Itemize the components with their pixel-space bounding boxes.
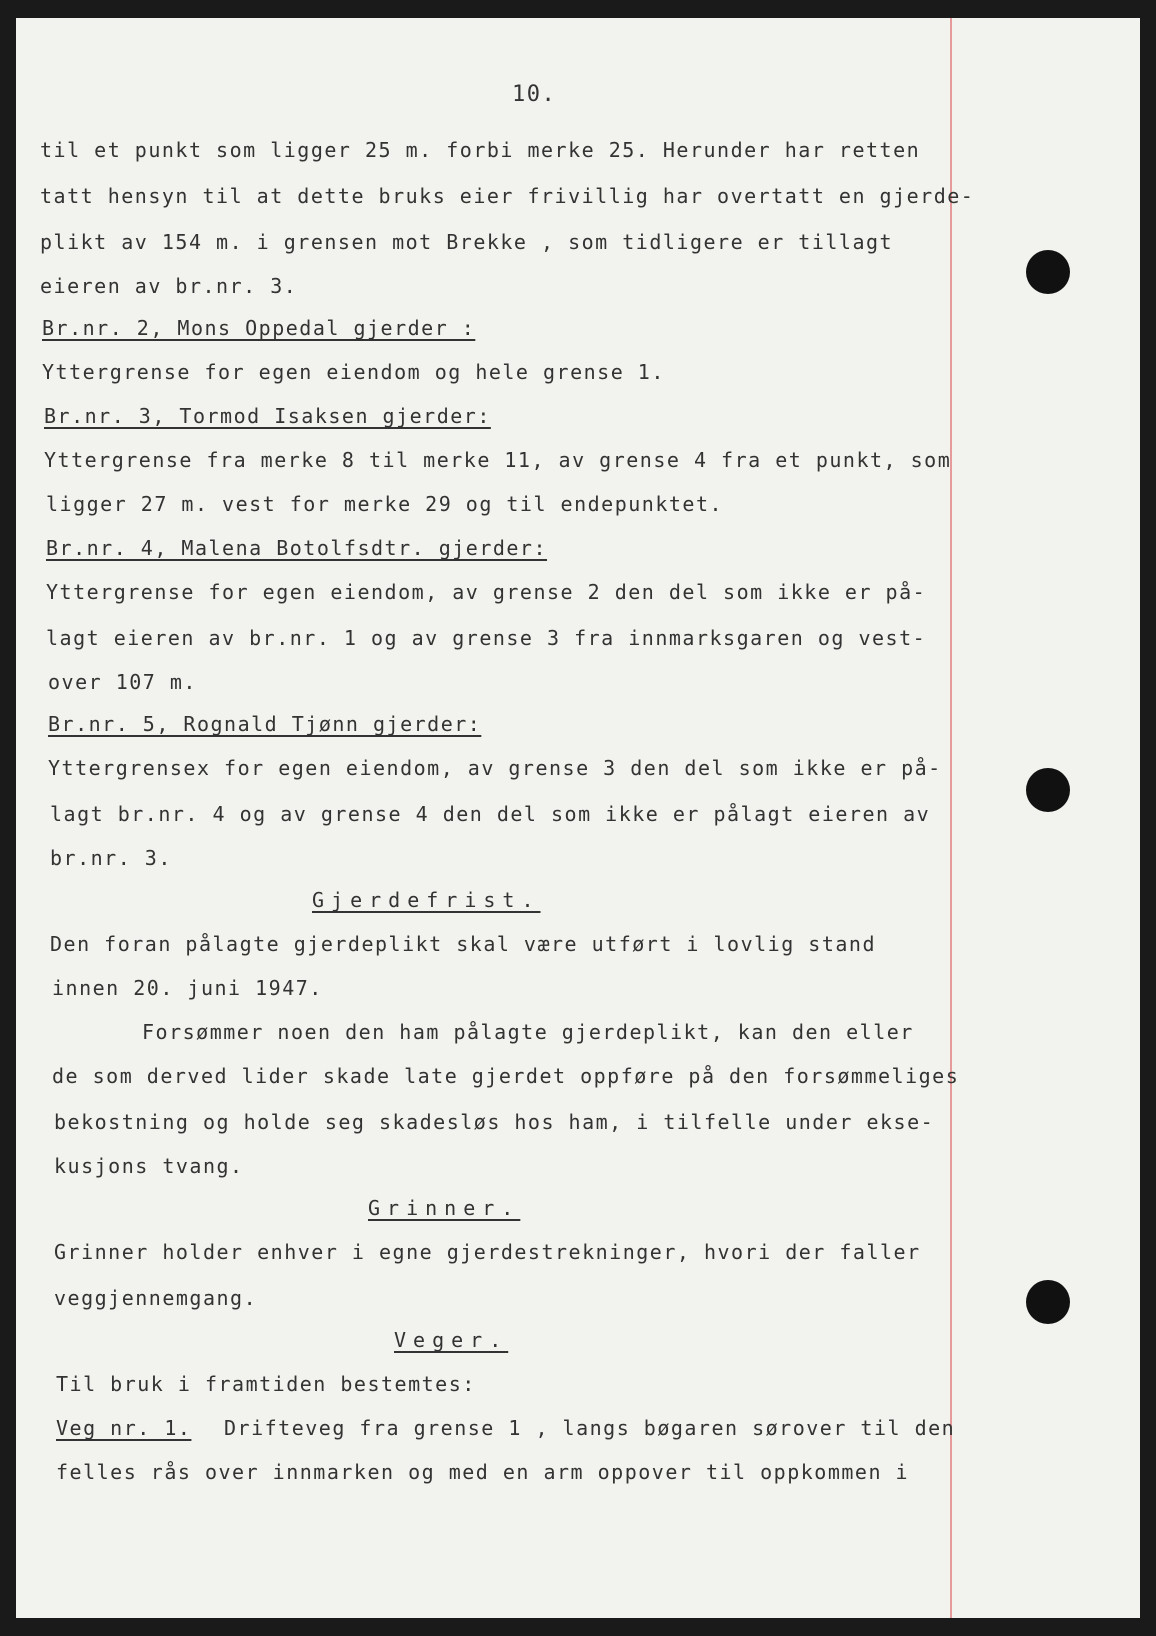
text-line: over 107 m. xyxy=(48,670,197,694)
punch-hole xyxy=(1026,768,1070,812)
section-heading: Br.nr. 3, Tormod Isaksen gjerder: xyxy=(44,404,491,428)
page-number: 10. xyxy=(512,82,557,107)
section-heading: Br.nr. 5, Rognald Tjønn gjerder: xyxy=(48,712,482,736)
section-heading: Br.nr. 2, Mons Oppedal gjerder : xyxy=(42,316,476,340)
text-line: Yttergrensex for egen eiendom, av grense 3 den del som ikke er på- xyxy=(48,756,942,780)
text-line: kusjons tvang. xyxy=(54,1154,244,1178)
text-line: Yttergrense fra merke 8 til merke 11, av grense 4 fra et punkt, som xyxy=(44,448,952,472)
text-line: de som derved lider skade late gjerdet oppføre på den forsømmeliges xyxy=(52,1064,960,1088)
text-line: felles rås over innmarken og med en arm oppover til oppkommen i xyxy=(56,1460,910,1484)
text-line: Drifteveg fra grense 1 , langs bøgaren sørover til den xyxy=(224,1416,956,1440)
text-line: Forsømmer noen den ham pålagte gjerdeplikt, kan den eller xyxy=(142,1020,914,1044)
text-line: veggjennemgang. xyxy=(54,1286,258,1310)
text-line: Til bruk i framtiden bestemtes: xyxy=(56,1372,476,1396)
text-line: ligger 27 m. vest for merke 29 og til endepunktet. xyxy=(46,492,724,516)
section-heading: Grinner. xyxy=(368,1196,521,1220)
section-heading: Gjerdefrist. xyxy=(312,888,541,912)
text-line: Grinner holder enhver i egne gjerdestrekninger, hvori der faller xyxy=(54,1240,921,1264)
text-line: Yttergrense for egen eiendom og hele grense 1. xyxy=(42,360,665,384)
text-line: Yttergrense for egen eiendom, av grense 2 den del som ikke er på- xyxy=(46,580,927,604)
text-line: lagt eieren av br.nr. 1 og av grense 3 fra innmarksgaren og vest- xyxy=(46,626,927,650)
punch-hole xyxy=(1026,1280,1070,1324)
section-heading: Veg nr. 1. xyxy=(56,1416,192,1440)
text-line: eieren av br.nr. 3. xyxy=(40,274,298,298)
margin-rule xyxy=(950,18,952,1618)
section-heading: Br.nr. 4, Malena Botolfsdtr. gjerder: xyxy=(46,536,548,560)
document-page xyxy=(16,18,1140,1618)
text-line: innen 20. juni 1947. xyxy=(52,976,323,1000)
text-line: plikt av 154 m. i grensen mot Brekke , som tidligere er tillagt xyxy=(40,230,894,254)
punch-hole xyxy=(1026,250,1070,294)
text-line: bekostning og holde seg skadesløs hos ham, i tilfelle under ekse- xyxy=(54,1110,935,1134)
text-line: til et punkt som ligger 25 m. forbi merke 25. Herunder har retten xyxy=(40,138,921,162)
text-line: lagt br.nr. 4 og av grense 4 den del som ikke er pålagt eieren av xyxy=(50,802,931,826)
section-heading: Veger. xyxy=(394,1328,509,1352)
text-line: Den foran pålagte gjerdeplikt skal være utført i lovlig stand xyxy=(50,932,877,956)
text-line: br.nr. 3. xyxy=(50,846,172,870)
text-line: tatt hensyn til at dette bruks eier frivillig har overtatt en gjerde- xyxy=(40,184,975,208)
